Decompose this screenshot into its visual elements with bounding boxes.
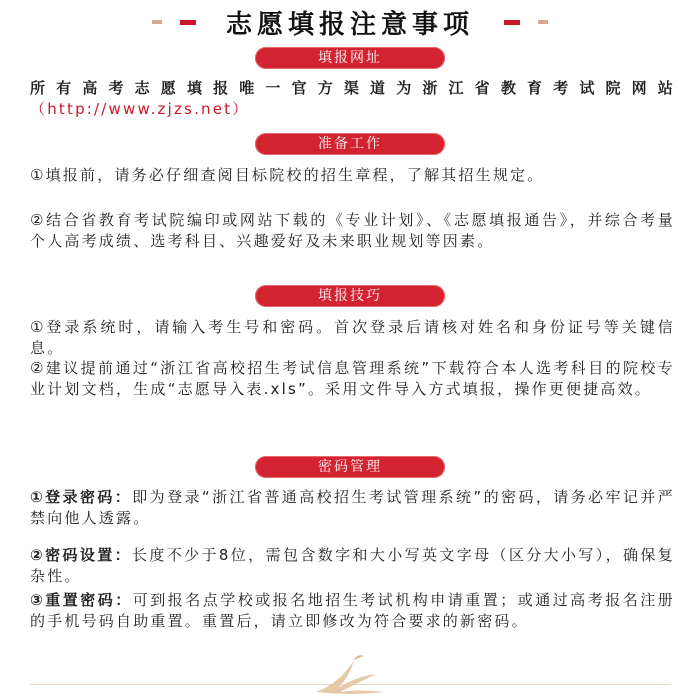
password-item-1: [30, 487, 675, 529]
tips-item-2: ②建议提前通过“浙江省高校招生考试信息管理系统”下载符合本人选考科目的院校专业计划文档，生成“志愿导入表.xls”。采用文件导入方式填报，操作更便捷高效。: [30, 359, 675, 398]
password-item-3: [30, 590, 675, 632]
password-item-text: 可到报名点学校或报名地招生考试机构申请重置；或通过高考报名注册的手机号码自助重置。重置后，请立即修改为符合要求的新密码。: [30, 591, 675, 630]
page-header: [0, 5, 700, 39]
section-heading-prep: 准备工作: [255, 133, 445, 155]
site-url-link[interactable]: （http://www.zjzs.net）: [30, 100, 250, 118]
tips-item-1: ①登录系统时，请输入考生号和密码。首次登录后请核对姓名和身份证号等关键信息。: [30, 318, 675, 357]
title-decoration-right: [504, 20, 548, 25]
prep-item-1: ①填报前，请务必仔细查阅目标院校的招生章程，了解其招生规定。: [30, 166, 545, 184]
page-title: 志愿填报注意事项: [225, 9, 474, 40]
section-heading-site: 填报网址: [255, 47, 445, 69]
password-item-text: 长度不少于8位，需包含数字和大小写英文字母（区分大小写），确保复杂性。: [30, 546, 675, 585]
password-item-text: 即为登录“浙江省普通高校招生考试管理系统”的密码，请务必牢记并严禁向他人透露。: [30, 488, 675, 527]
site-text: 所有高考志愿填报唯一官方渠道为浙江省教育考试院网站: [30, 79, 675, 97]
section-heading-tips: 填报技巧: [255, 285, 445, 307]
section-heading-password: 密码管理: [255, 456, 445, 478]
prep-item-2: ②结合省教育考试院编印或网站下载的《专业计划》、《志愿填报通告》，并综合考量个人高考成绩、选考科目、兴趣爱好及未来职业规划等因素。: [30, 211, 675, 250]
password-item-label: ①登录密码：: [30, 488, 133, 506]
password-item-label: ③重置密码：: [30, 591, 133, 609]
password-item-label: ②密码设置：: [30, 546, 132, 564]
password-item-2: [30, 545, 675, 587]
title-decoration-left: [152, 20, 196, 25]
crane-logo-icon: [310, 652, 390, 698]
site-paragraph: [30, 78, 675, 120]
